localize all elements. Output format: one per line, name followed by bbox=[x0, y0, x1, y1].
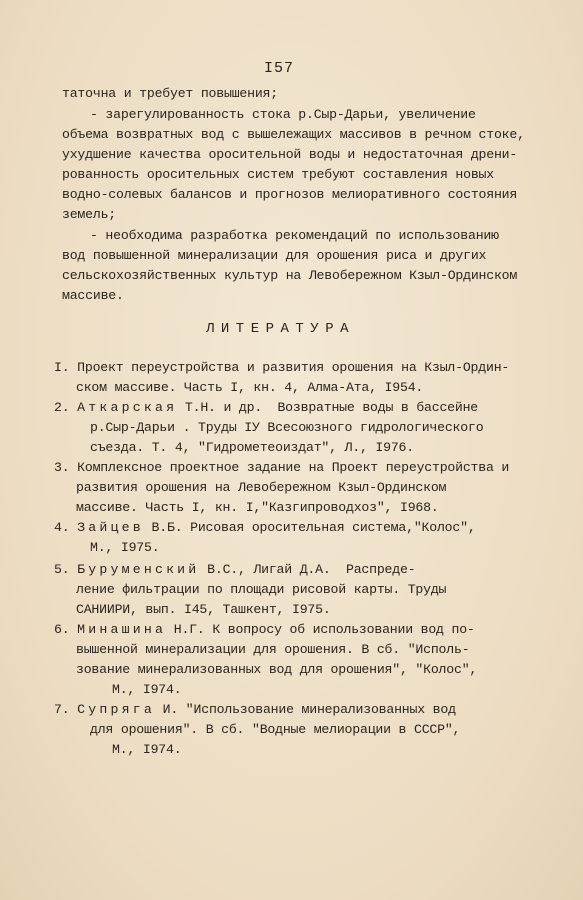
body-line: ухудшение качества оросительной воды и недостаточная дрени- bbox=[62, 147, 518, 162]
body-line: массиве. bbox=[62, 288, 124, 303]
body-line: рованность оросительных систем требуют составления новых bbox=[62, 167, 494, 182]
reference-number: 3. bbox=[54, 460, 70, 475]
reference-text: вышенной минерализации для орошения. В сб. "Исполь- bbox=[76, 642, 470, 657]
reference-text: САНИИРИ, вып. I45, Ташкент, I975. bbox=[76, 602, 331, 617]
reference-author: Аткарская bbox=[77, 400, 178, 415]
body-line: объема возвратных вод с вышележащих массивов в речном стоке, bbox=[62, 127, 525, 142]
reference-line bbox=[54, 622, 475, 637]
reference-author: Зайцев bbox=[77, 520, 144, 535]
reference-line bbox=[54, 360, 509, 375]
reference-line bbox=[54, 702, 456, 717]
body-line: таточна и требует повышения; bbox=[62, 86, 278, 101]
reference-text: И. "Использование минерализованных вод bbox=[154, 702, 456, 717]
reference-line bbox=[76, 662, 477, 677]
reference-text: Н.Г. К вопросу об использовании вод по- bbox=[166, 622, 475, 637]
reference-line bbox=[76, 642, 469, 657]
references-heading: ЛИТЕРАТУРА bbox=[206, 321, 356, 337]
reference-text: зование минерализованных вод для орошения", "Колос", bbox=[76, 662, 478, 677]
reference-line bbox=[54, 562, 415, 577]
body-line: вод повышенной минерализации для орошения риса и других bbox=[62, 248, 487, 263]
body-line: земель; bbox=[62, 207, 116, 222]
reference-text: Комплексное проектное задание на Проект переустройства и bbox=[77, 460, 510, 475]
reference-text: Проект переустройства и развития орошения на Кзыл-Ордин- bbox=[77, 360, 510, 375]
reference-line bbox=[54, 400, 478, 415]
body-line: водно-солевых балансов и прогнозов мелиоративного состояния bbox=[62, 187, 518, 202]
reference-text: Т.Н. и др. Возвратные воды в бассейне bbox=[177, 400, 479, 415]
reference-line bbox=[54, 520, 476, 535]
reference-number: 4. bbox=[54, 520, 70, 535]
reference-line bbox=[112, 742, 181, 757]
reference-text: М., I974. bbox=[112, 682, 182, 697]
page-number: I57 bbox=[264, 60, 295, 77]
reference-line bbox=[112, 682, 181, 697]
reference-text: развития орошения на Левобережном Кзыл-Ординском bbox=[76, 480, 447, 495]
body-line: - необходима разработка рекомендаций по использованию bbox=[90, 228, 499, 243]
body-line: сельскохозяйственных культур на Левобережном Кзыл-Ординском bbox=[62, 268, 518, 283]
reference-text: В.С., Лигай Д.А. Распреде- bbox=[199, 562, 416, 577]
reference-author: Минашина bbox=[77, 622, 167, 637]
reference-number: 7. bbox=[54, 702, 70, 717]
reference-line bbox=[54, 460, 509, 475]
reference-line bbox=[90, 440, 414, 455]
reference-author: Буруменский bbox=[77, 562, 200, 577]
reference-line bbox=[76, 380, 423, 395]
reference-text: М., I975. bbox=[90, 540, 160, 555]
reference-text: для орошения". В сб. "Водные мелиорации в СССР", bbox=[90, 722, 461, 737]
reference-line bbox=[76, 500, 439, 515]
reference-number: 5. bbox=[54, 562, 70, 577]
reference-number: I. bbox=[54, 360, 70, 375]
reference-text: массиве. Часть I, кн. I,"Казгипроводхоз", I968. bbox=[76, 500, 439, 515]
reference-number: 6. bbox=[54, 622, 70, 637]
reference-line bbox=[90, 722, 460, 737]
reference-line bbox=[90, 540, 159, 555]
reference-text: ском массиве. Часть I, кн. 4, Алма-Ата, I954. bbox=[76, 380, 424, 395]
reference-line bbox=[90, 420, 483, 435]
reference-text: ление фильтрации по площади рисовой карты. Труды bbox=[76, 582, 447, 597]
reference-text: р.Сыр-Дарьи . Труды IУ Всесоюзного гидрологического bbox=[90, 420, 484, 435]
reference-text: В.Б. Рисовая оросительная система,"Колос", bbox=[143, 520, 476, 535]
reference-text: М., I974. bbox=[112, 742, 182, 757]
reference-line bbox=[76, 582, 446, 597]
reference-line bbox=[76, 480, 446, 495]
body-line: - зарегулированность стока р.Сыр-Дарьи, увеличение bbox=[90, 107, 476, 122]
reference-line bbox=[76, 602, 331, 617]
reference-author: Супряга bbox=[77, 702, 155, 717]
reference-text: съезда. Т. 4, "Гидрометеоиздат", Л., I976. bbox=[90, 440, 414, 455]
reference-number: 2. bbox=[54, 400, 70, 415]
